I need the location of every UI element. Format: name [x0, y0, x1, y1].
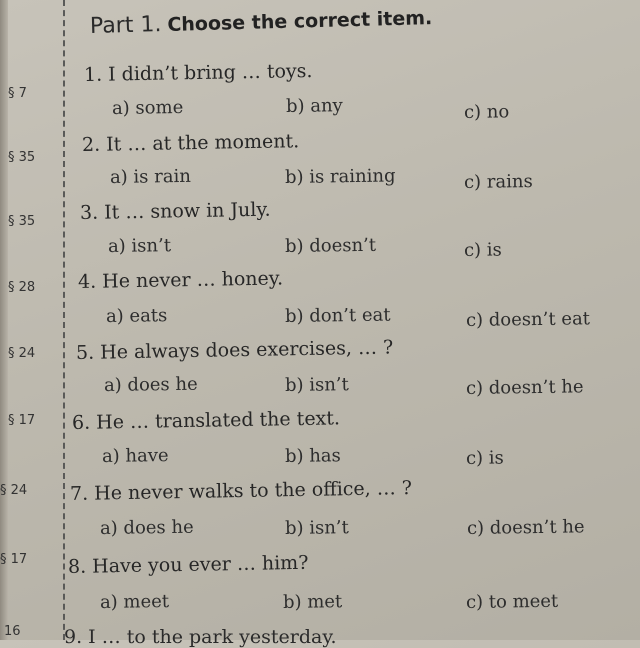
option-a: a) is rain [109, 165, 192, 188]
option-a: a) isn’t [107, 235, 172, 257]
section-ref: § 35 [8, 150, 36, 165]
option-a: a) have [101, 445, 169, 467]
option-c: c) to meet [465, 590, 559, 613]
question-text: 5. He always does exercises, … ? [75, 336, 394, 364]
question-text: 1. I didn’t bring … toys. [83, 60, 313, 86]
option-b: b) isn’t [284, 517, 349, 539]
question-text: 2. It … at the moment. [81, 130, 300, 156]
question-text: 4. He never … honey. [77, 267, 284, 293]
option-c: c) doesn’t he [466, 516, 585, 539]
option-c: c) is [463, 239, 502, 261]
margin-dashed-line [63, 0, 65, 640]
option-c: c) rains [463, 171, 533, 193]
question-text: 8. Have you ever … him? [67, 551, 309, 578]
section-ref: § 7 [8, 86, 27, 101]
option-a: a) some [111, 97, 184, 119]
question-text: 6. He … translated the text. [71, 407, 341, 434]
option-a: a) does he [99, 516, 194, 539]
option-c: c) is [465, 447, 504, 469]
section-ref: § 24 [0, 483, 28, 498]
option-b: b) is raining [284, 165, 396, 188]
option-a: a) eats [105, 305, 168, 327]
instruction-heading: Choose the correct item. [167, 7, 433, 36]
option-b: b) don’t eat [284, 304, 391, 327]
question-text-cut: 9. I … to the park yesterday. [64, 626, 337, 648]
exercise-title [90, 5, 433, 39]
option-b: b) doesn’t [284, 234, 377, 257]
section-ref: § 24 [8, 346, 36, 361]
option-b: b) isn’t [284, 374, 349, 396]
option-b: b) has [284, 445, 341, 467]
page-edge [0, 0, 8, 640]
section-ref: § 17 [8, 413, 36, 428]
option-b: b) any [285, 95, 343, 117]
option-a: a) does he [103, 373, 198, 396]
option-a: a) meet [99, 591, 170, 613]
option-c: c) no [463, 101, 510, 123]
option-c: c) doesn’t he [465, 376, 584, 399]
option-c: c) doesn’t eat [465, 308, 591, 331]
question-text: 3. It … snow in July. [79, 198, 271, 224]
question-text: 7. He never walks to the office, … ? [69, 477, 413, 505]
section-ref: § 35 [8, 214, 36, 229]
part-label: Part 1. [89, 12, 162, 39]
section-ref: § 28 [8, 280, 36, 295]
section-ref: 16 [4, 624, 21, 639]
section-ref: § 17 [0, 552, 28, 567]
option-b: b) met [282, 591, 343, 613]
